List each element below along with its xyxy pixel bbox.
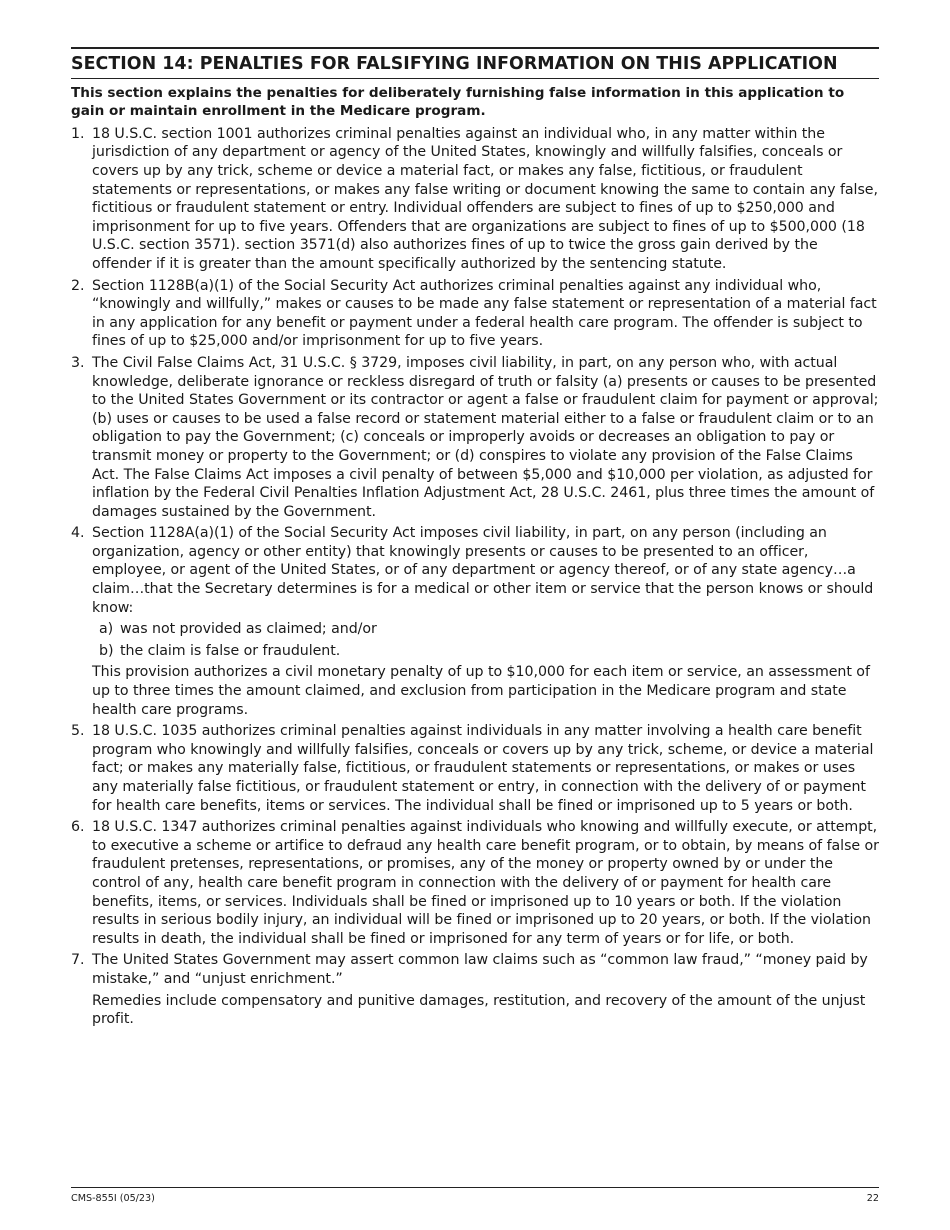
list-item: [71, 524, 879, 719]
page-number: 22: [866, 1193, 879, 1204]
sub-item-letter: a): [99, 621, 114, 638]
item-text: Section 1128A(a)(1) of the Social Security Act imposes civil liability, in part, on any person (including an organization, agency or other entity) that knowingly presents or causes to be presented to an officer, employee, or agent of the United States, or of any department or agency thereof, or of any state agency…a claim…that the Secretary determines is for a medical or other item or service that the person knows or should know:: [92, 525, 874, 616]
section-intro: This section explains the penalties for deliberately furnishing false information in this application to gain or maintain enrollment in the Medicare program.: [71, 85, 845, 120]
sub-list-item: [92, 642, 879, 661]
document-page: [71, 47, 879, 1029]
sub-item-text: was not provided as claimed; and/or: [120, 621, 377, 638]
list-item: [71, 277, 879, 351]
item-text: The Civil False Claims Act, 31 U.S.C. § 3729, imposes civil liability, in part, on any person who, with actual knowledge, deliberate ignorance or reckless disregard of truth or falsity (a) presents or causes to be presented to the United States Government or its contractor or agent a false or fraudulent claim for payment or approval; (b) uses or causes to be used a false record or statement material either to a false or fraudulent claim or to an obligation to pay the Government; (c) conceals or improperly avoids or decreases an obligation to pay or transmit money or property to the Government; or (d) conspires to violate any provision of the False Claims Act. The False Claims Act imposes a civil penalty of between $5,000 and $10,000 per violation, as adjusted for inflation by the Federal Civil Penalties Inflation Adjustment Act, 28 U.S.C. 2461, plus three times the amount of damages sustained by the Government.: [92, 354, 879, 520]
item-text: This provision authorizes a civil monetary penalty of up to $10,000 for each item or service, an assessment of up to three times the amount claimed, and exclusion from participation in the Medicare program and state health care programs.: [92, 664, 870, 718]
form-id: CMS-855I (05/23): [71, 1193, 155, 1204]
sub-item-letter: b): [99, 642, 114, 659]
list-item: [71, 951, 879, 1028]
item-text: 18 U.S.C. 1035 authorizes criminal penalties against individuals in any matter involving a health care benefit program who knowingly and willfully falsifies, conceals or covers up by any trick, scheme, or device a material fact; or makes any materially false, fictitious, or fraudulent statements or representations, or makes or uses any materially false fictitious, or fraudulent statement or entry, in connection with the delivery of or payment for health care benefits, items or services. The individual shall be fined or imprisoned up to 5 years or both.: [92, 723, 874, 814]
item-number: 3.: [71, 354, 85, 371]
sub-list-item: [92, 620, 879, 639]
item-number: 7.: [71, 952, 85, 969]
sub-item-text: the claim is false or fraudulent.: [120, 642, 341, 659]
list-item: [71, 354, 879, 521]
item-text: 18 U.S.C. 1347 authorizes criminal penalties against individuals who knowing and willfully execute, or attempt, to executive a scheme or artifice to defraud any health care benefit program, or to obtain, by means of false or fraudulent pretenses, representations, or promises, any of the money or property owned by or under the control of any, health care benefit program in connection with the delivery of or payment for health care benefits, items, or services. Individuals shall be fined or imprisoned up to 10 years or both. If the violation results in serious bodily injury, an individual will be fined or imprisoned up to 20 years, or both. If the violation results in death, the individual shall be fined or imprisoned for any term of years or for life, or both.: [92, 819, 879, 947]
item-text: Remedies include compensatory and punitive damages, restitution, and recovery of the amount of the unjust profit.: [92, 992, 866, 1028]
list-item: [71, 818, 879, 948]
penalties-list: [71, 125, 879, 1029]
sub-list: [92, 620, 879, 660]
item-number: 1.: [71, 125, 85, 142]
item-text: Section 1128B(a)(1) of the Social Security Act authorizes criminal penalties against any individual who, “knowingly and willfully,” makes or causes to be made any false statement or representation of a material fact in any application for any benefit or payment under a federal health care program. The offender is subject to fines of up to $25,000 and/or imprisonment for up to five years.: [92, 277, 877, 350]
item-number: 2.: [71, 277, 85, 294]
list-item: [71, 125, 879, 274]
section-header: [71, 47, 879, 79]
item-number: 4.: [71, 525, 85, 542]
list-item: [71, 722, 879, 815]
item-number: 5.: [71, 723, 85, 740]
section-title: SECTION 14: PENALTIES FOR FALSIFYING INFORMATION ON THIS APPLICATION: [71, 54, 838, 74]
item-number: 6.: [71, 819, 85, 836]
item-text: 18 U.S.C. section 1001 authorizes criminal penalties against an individual who, in any matter within the jurisdiction of any department or agency of the United States, knowingly and willfully falsifies, conceals or covers up by any trick, scheme or device a material fact, or makes any false, fictitious, or fraudulent statements or representations, or makes any false writing or document knowing the same to contain any false, fictitious or fraudulent statement or entry. Individual offenders are subject to fines of up to $250,000 and imprisonment for up to five years. Offenders that are organizations are subject to fines of up to $500,000 (18 U.S.C. section 3571). section 3571(d) also authorizes fines of up to twice the gross gain derived by the offender if it is greater than the amount specifically authorized by the sentencing statute.: [92, 125, 878, 272]
page-footer: [71, 1187, 879, 1204]
item-text: The United States Government may assert common law claims such as “common law fraud,” “money paid by mistake,” and “unjust enrichment.”: [92, 952, 868, 987]
